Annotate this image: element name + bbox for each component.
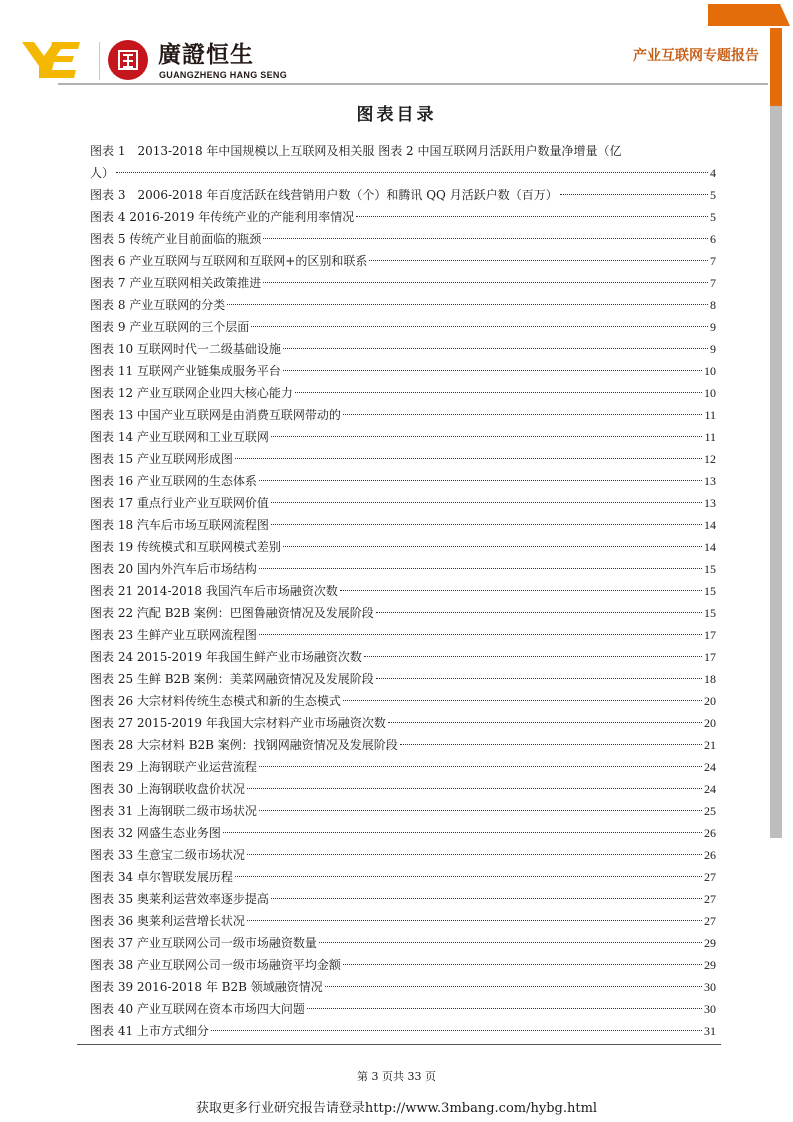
leader-dots [283,370,702,371]
toc-entry-page: 15 [704,562,716,576]
toc-entry-page: 5 [710,210,716,224]
toc-entry-label: 图表 20 国内外汽车后市场结构 [90,562,257,576]
toc-entry[interactable] [90,382,716,404]
toc-entry[interactable] [90,646,716,668]
toc-entry[interactable] [90,976,716,998]
leader-dots [247,854,702,855]
leader-dots [343,414,703,415]
leader-dots [223,832,702,833]
toc-entry[interactable] [90,558,716,580]
toc-entry-label: 图表 40 产业互联网在资本市场四大问题 [90,1002,305,1016]
leader-dots [283,348,708,349]
toc-entry-list [90,184,716,1042]
report-title: 产业互联网专题报告 [633,48,759,64]
toc-entry-label: 图表 10 互联网时代一二级基础设施 [90,342,281,356]
leader-dots [295,392,702,393]
toc-entry-page: 11 [704,408,716,422]
toc-entry-page: 8 [710,298,716,312]
toc-entry-label: 图表 19 传统模式和互联网模式差别 [90,540,281,554]
toc-entry[interactable] [90,140,716,162]
toc-entry[interactable] [90,294,716,316]
toc-entry-page: 29 [704,936,716,950]
brand-name-cn: 廣證恒生 [158,42,254,68]
toc-entry[interactable] [90,448,716,470]
toc-entry-label: 图表 30 上海钢联收盘价状况 [90,782,245,796]
toc-entry-page: 29 [704,958,716,972]
toc-entry-page: 11 [704,430,716,444]
toc-entry[interactable] [90,404,716,426]
toc-entry[interactable] [90,338,716,360]
leader-dots [259,480,702,481]
toc-entry[interactable] [90,712,716,734]
toc-entry-page: 21 [704,738,716,752]
toc-entry-page: 30 [704,980,716,994]
toc-entry[interactable] [90,184,716,206]
toc-entry-label: 图表 24 2015-2019 年我国生鲜产业市场融资次数 [90,650,362,664]
toc-entry-page: 20 [704,716,716,730]
toc-entry[interactable] [90,998,716,1020]
toc-entry-label: 图表 14 产业互联网和工业互联网 [90,430,269,444]
toc-entry-label: 图表 41 上市方式细分 [90,1024,209,1038]
toc-entry-page: 25 [704,804,716,818]
leader-dots [343,964,702,965]
toc-entry-label: 图表 15 产业互联网形成图 [90,452,233,466]
leader-dots [388,722,702,723]
toc-entry[interactable] [90,206,716,228]
toc-entry-label: 图表 33 生意宝二级市场状况 [90,848,245,862]
leader-dots [235,458,702,459]
toc-entry-label: 图表 37 产业互联网公司一级市场融资数量 [90,936,317,950]
logo-divider [99,42,100,80]
toc-entry-page: 20 [704,694,716,708]
seal-icon [108,40,148,80]
toc-entry-label: 图表 7 产业互联网相关政策推进 [90,276,262,290]
toc-entry[interactable] [90,844,716,866]
toc-entry-page: 14 [704,540,716,554]
toc-entry[interactable] [90,536,716,558]
toc-entry-page: 24 [704,782,716,796]
toc-entry[interactable] [90,514,716,536]
leader-dots [400,744,702,745]
toc-entry-label: 图表 25 生鲜 B2B 案例：美菜网融资情况及发展阶段 [90,672,374,686]
toc-entry-page: 7 [710,276,716,290]
leader-dots [271,502,702,503]
leader-dots [259,634,702,635]
toc-entry-page: 6 [710,232,716,246]
toc-entry-page: 4 [710,166,716,180]
toc-entry[interactable] [90,778,716,800]
page-number: 第 3 页共 33 页 [357,1070,436,1083]
toc-entry-label: 图表 31 上海钢联二级市场状况 [90,804,257,818]
toc-entry-label: 图表 38 产业互联网公司一级市场融资平均金额 [90,958,341,972]
side-bar-decoration [770,28,782,838]
toc-entry[interactable] [90,888,716,910]
gf-logo-icon [22,40,80,80]
toc-entry-page: 15 [704,606,716,620]
toc-entry-page: 18 [704,672,716,686]
toc-entry[interactable] [90,756,716,778]
toc-entry[interactable] [90,272,716,294]
toc-entry-label: 图表 5 传统产业目前面临的瓶颈 [90,232,262,246]
toc-entry-label: 图表 13 中国产业互联网是由消费互联网带动的 [90,408,341,422]
toc-entry-page: 9 [710,342,716,356]
toc-entry-page: 5 [710,188,716,202]
toc-entry[interactable] [90,426,716,448]
toc-entry-label: 图表 29 上海钢联产业运营流程 [90,760,257,774]
toc-entry-page: 10 [704,386,716,400]
toc-entry[interactable] [90,866,716,888]
toc-entry-label: 图表 12 产业互联网企业四大核心能力 [90,386,293,400]
toc-entry[interactable] [90,580,716,602]
leader-dots [283,546,702,547]
toc-entry-page: 27 [704,870,716,884]
leader-dots [211,1030,702,1031]
toc-entry-page: 13 [704,496,716,510]
leader-dots [343,700,702,701]
toc-entry-label: 图表 1 2013-2018 年中国规模以上互联网及相关服 图表 2 中国互联网月活跃用户数量净增量（亿 [90,144,622,158]
toc-entry-label: 图表 17 重点行业产业互联网价值 [90,496,269,510]
leader-dots [376,678,702,679]
toc-entry[interactable] [90,690,716,712]
leader-dots [259,810,702,811]
toc-entry-label: 图表 3 2006-2018 年百度活跃在线营销用户数（个）和腾讯 QQ 月活跃户数（百万） [90,188,558,202]
toc-entry[interactable] [90,316,716,338]
toc-entry[interactable] [90,360,716,382]
leader-dots [340,590,702,591]
footer-divider [77,1044,721,1045]
leader-dots [369,260,708,261]
toc-entry-label: 图表 39 2016-2018 年 B2B 领域融资情况 [90,980,323,994]
toc-entry-label: 图表 21 2014-2018 我国汽车后市场融资次数 [90,584,338,598]
leader-dots [271,436,703,437]
toc-entry-label: 图表 9 产业互联网的三个层面 [90,320,250,334]
leader-dots [325,986,702,987]
toc-entry-label: 图表 26 大宗材料传统生态模式和新的生态模式 [90,694,341,708]
leader-dots [247,920,702,921]
leader-dots [307,1008,702,1009]
toc-entry[interactable] [90,250,716,272]
toc-entry[interactable] [90,800,716,822]
leader-dots [271,898,702,899]
toc-entry[interactable] [90,910,716,932]
toc-entry-page: 13 [704,474,716,488]
toc-entry[interactable] [90,470,716,492]
toc-entry-page: 27 [704,892,716,906]
toc-entry-label: 图表 32 网盛生态业务图 [90,826,221,840]
toc-entry-label: 图表 4 2016-2019 年传统产业的产能利用率情况 [90,210,355,224]
toc-entry-continuation[interactable] [90,162,716,184]
promo-link[interactable]: 获取更多行业研究报告请登录http://www.3mbang.com/hybg.html [195,1101,598,1116]
toc-entry[interactable] [90,228,716,250]
leader-dots [560,194,708,195]
toc-entry[interactable] [90,1020,716,1042]
leader-dots [356,216,708,217]
toc-entry-page: 27 [704,914,716,928]
leader-dots [364,656,702,657]
toc-entry-page: 17 [704,628,716,642]
toc-entry-label: 图表 34 卓尔智联发展历程 [90,870,233,884]
page-header [0,0,793,90]
toc-entry[interactable] [90,492,716,514]
toc-entry-label: 图表 11 互联网产业链集成服务平台 [90,364,281,378]
toc-entry-label: 图表 27 2015-2019 年我国大宗材料产业市场融资次数 [90,716,386,730]
toc-entry-page: 7 [710,254,716,268]
leader-dots [116,172,708,173]
toc-entry-page: 14 [704,518,716,532]
table-of-figures [90,140,716,1042]
toc-entry-page: 10 [704,364,716,378]
toc-entry[interactable] [90,624,716,646]
toc-entry-page: 9 [710,320,716,334]
leader-dots [227,304,708,305]
toc-entry[interactable] [90,734,716,756]
toc-entry[interactable] [90,932,716,954]
leader-dots [263,238,708,239]
toc-entry-label: 图表 18 汽车后市场互联网流程图 [90,518,269,532]
leader-dots [247,788,702,789]
leader-dots [271,524,702,525]
toc-entry-page: 17 [704,650,716,664]
brand-name-en: GUANGZHENG HANG SENG [159,70,288,80]
toc-entry-label: 人） [90,166,115,180]
toc-entry[interactable] [90,822,716,844]
side-bar-accent [770,28,782,106]
toc-entry-label: 图表 6 产业互联网与互联网和互联网+的区别和联系 [90,254,368,268]
corner-tab-decoration [708,4,790,26]
leader-dots [319,942,702,943]
toc-entry-label: 图表 22 汽配 B2B 案例：巴图鲁融资情况及发展阶段 [90,606,374,620]
leader-dots [235,876,702,877]
leader-dots [259,568,702,569]
toc-entry-label: 图表 8 产业互联网的分类 [90,298,226,312]
toc-entry-page: 26 [704,826,716,840]
toc-title: 图表目录 [356,105,437,125]
toc-entry-page: 31 [704,1024,716,1038]
toc-entry-label: 图表 35 奥莱利运营效率逐步提高 [90,892,269,906]
toc-entry[interactable] [90,602,716,624]
toc-entry[interactable] [90,954,716,976]
toc-entry-page: 12 [704,452,716,466]
header-divider [58,83,768,85]
toc-entry-label: 图表 16 产业互联网的生态体系 [90,474,257,488]
leader-dots [251,326,708,327]
toc-entry-page: 24 [704,760,716,774]
toc-entry-page: 26 [704,848,716,862]
leader-dots [259,766,702,767]
leader-dots [376,612,702,613]
toc-entry-page: 30 [704,1002,716,1016]
toc-entry-page: 15 [704,584,716,598]
toc-entry[interactable] [90,668,716,690]
toc-entry-label: 图表 36 奥莱利运营增长状况 [90,914,245,928]
leader-dots [263,282,708,283]
toc-entry-label: 图表 28 大宗材料 B2B 案例：找钢网融资情况及发展阶段 [90,738,398,752]
toc-entry-label: 图表 23 生鲜产业互联网流程图 [90,628,257,642]
